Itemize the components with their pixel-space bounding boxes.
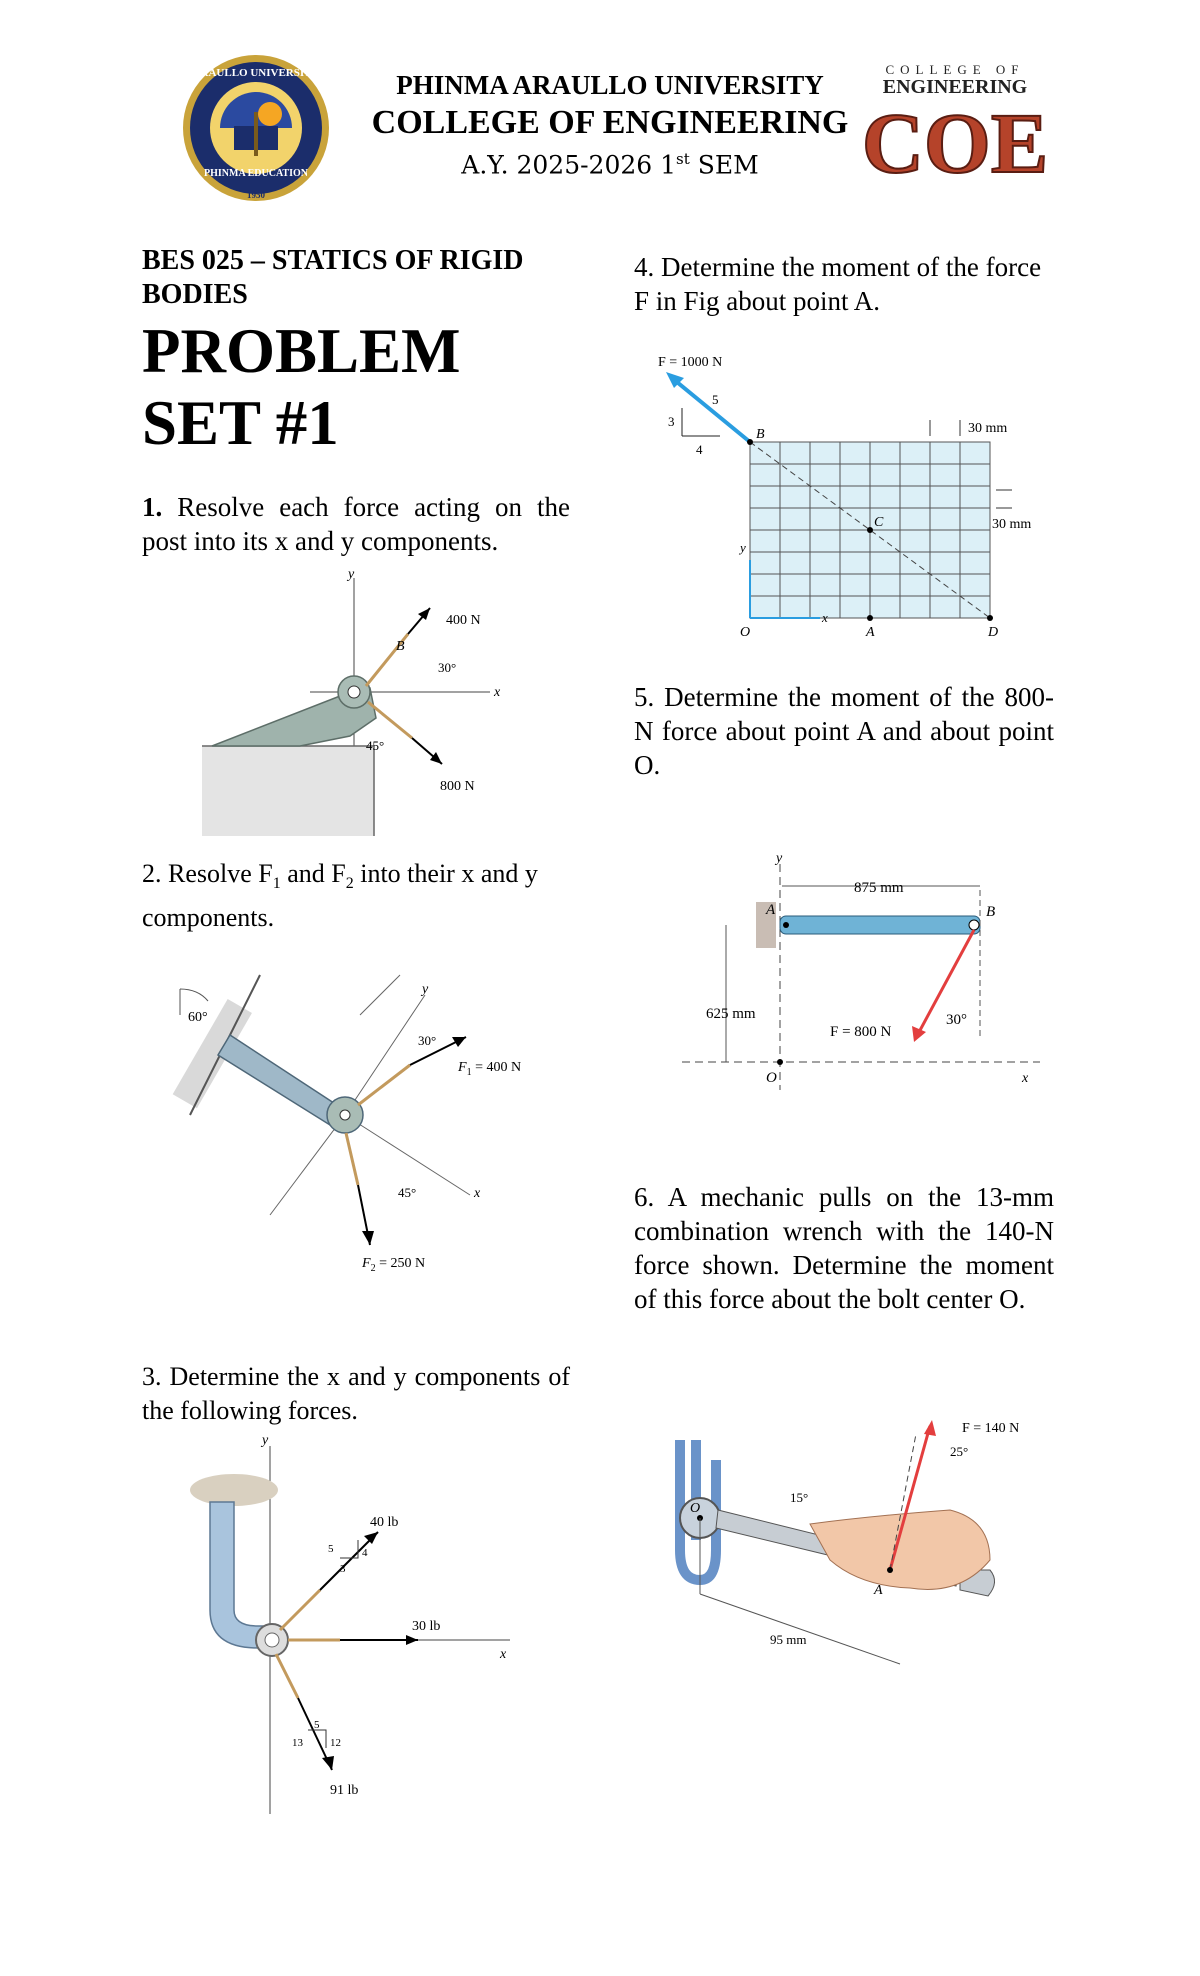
- problem-1-text: [142, 490, 570, 558]
- fig2-f2-symbol: F: [362, 1256, 371, 1271]
- fig2-force-1: [457, 1060, 521, 1078]
- fig1-x-label: x: [494, 685, 501, 700]
- figure-6: [660, 1420, 1040, 1690]
- fig4-point-D: D: [988, 625, 999, 640]
- fig2-f1-value: = 400 N: [471, 1060, 522, 1075]
- fig4-y-label: y: [740, 540, 746, 555]
- figure-2: [170, 975, 550, 1275]
- fig4-x-label: x: [822, 610, 828, 625]
- fig5-point-O: O: [766, 1070, 777, 1086]
- fig5-point-A: A: [766, 902, 776, 918]
- fig5-dim-875: 875 mm: [854, 880, 904, 896]
- seal-year: 1950: [247, 190, 265, 200]
- fig5-dim-625: 625 mm: [706, 1006, 756, 1022]
- fig4-slope-5: 5: [712, 392, 719, 407]
- figure-1: [190, 568, 520, 838]
- fig4-point-C: C: [874, 515, 884, 530]
- coe-logo: [861, 60, 1049, 191]
- p2-sub-1: 1: [272, 875, 281, 893]
- fig3-slope-3: 3: [340, 1563, 346, 1575]
- fig2-y-label: y: [422, 982, 429, 997]
- problem-2-text: [142, 857, 570, 935]
- fig4-point-A: A: [866, 625, 875, 640]
- fig6-point-A: A: [874, 1583, 883, 1598]
- ay-sup: st: [676, 150, 690, 168]
- fig2-force-2: [361, 1256, 425, 1274]
- college-name: COLLEGE OF ENGINEERING: [371, 104, 849, 141]
- coe-logo-middle: ENGINEERING: [882, 76, 1028, 98]
- coe-logo-top: COLLEGE OF: [885, 62, 1025, 77]
- fig4-point-B: B: [756, 427, 765, 442]
- fig1-y-label: y: [348, 567, 355, 582]
- problem-5-text: 5. Determine the moment of the 800-N force about point A and about point O.: [634, 682, 1054, 780]
- problem-6-text: 6. A mechanic pulls on the 13-mm combination wrench with the 140-N force shown. Determine the moment of this force about the bolt center O.: [634, 1182, 1054, 1314]
- fig3-slope-12: 12: [330, 1737, 341, 1749]
- fig3-force-30: 30 lb: [412, 1619, 441, 1634]
- problem-3-text: 3. Determine the x and y components of the following forces.: [142, 1362, 570, 1425]
- fig5-point-B: B: [986, 904, 996, 920]
- fig5-angle-30: 30°: [946, 1012, 967, 1028]
- problem-1-number: 1.: [142, 492, 163, 522]
- title-line-2: SET #1: [142, 388, 339, 458]
- fig4-slope-3: 3: [668, 414, 675, 429]
- fig6-angle-15: 15°: [790, 1490, 809, 1505]
- fig3-slope-5b: 5: [314, 1719, 320, 1731]
- ay-suffix: SEM: [689, 150, 759, 180]
- fig2-angle-45: 45°: [398, 1185, 417, 1200]
- fig4-dim-vertical: 30 mm: [992, 517, 1032, 532]
- university-name: PHINMA ARAULLO UNIVERSITY: [396, 70, 824, 100]
- fig3-force-40: 40 lb: [370, 1515, 399, 1530]
- fig2-x-label: x: [474, 1186, 481, 1201]
- figure-4: [640, 350, 1060, 640]
- fig3-slope-13: 13: [292, 1737, 303, 1749]
- fig3-slope-5: 5: [328, 1543, 334, 1555]
- fig1-angle-45: 45°: [366, 738, 385, 753]
- problem-1-body: Resolve each force acting on the post into its x and y components.: [142, 492, 570, 556]
- title-line-1: PROBLEM: [142, 316, 461, 386]
- fig2-angle-30: 30°: [418, 1033, 437, 1048]
- fig2-f2-value: = 250 N: [375, 1256, 426, 1271]
- fig1-angle-30: 30°: [438, 660, 457, 675]
- fig5-force-label: F = 800 N: [830, 1024, 892, 1040]
- p2-text-a: 2. Resolve F: [142, 859, 273, 888]
- fig4-force-label: F = 1000 N: [658, 355, 723, 370]
- fig2-f1-symbol: F: [458, 1060, 467, 1075]
- p2-sub-2: 2: [345, 875, 354, 893]
- course-title: BES 025 – STATICS OF RIGID BODIES: [142, 245, 524, 310]
- fig1-point-B: B: [396, 639, 405, 654]
- fig3-slope-4: 4: [362, 1547, 368, 1559]
- ay-prefix: A.Y. 2025-2026 1: [461, 150, 677, 180]
- fig4-slope-4: 4: [696, 442, 703, 457]
- fig2-f2-sub: 2: [370, 1263, 376, 1274]
- university-seal: [180, 52, 332, 204]
- fig6-point-O: O: [690, 1501, 701, 1516]
- coe-logo-main: COE: [861, 95, 1049, 191]
- fig2-f1-sub: 1: [466, 1067, 472, 1078]
- fig6-force-label: F = 140 N: [962, 1421, 1020, 1436]
- fig1-force-800: 800 N: [440, 779, 475, 794]
- fig4-dim-horizontal: 30 mm: [968, 421, 1008, 436]
- p2-text-c: into their x and y components.: [142, 859, 538, 933]
- academic-year: [360, 150, 860, 179]
- fig3-y-label: y: [262, 1433, 269, 1448]
- problem-4-text: 4. Determine the moment of the force F in Fig about point A.: [634, 252, 1042, 316]
- page-title: [142, 315, 461, 459]
- p2-text-b: and F: [280, 859, 346, 888]
- fig5-x-label: x: [1022, 1071, 1029, 1086]
- figure-5: [670, 850, 1060, 1095]
- fig4-point-O: O: [740, 625, 751, 640]
- figure-3: [180, 1430, 520, 1820]
- fig3-force-91: 91 lb: [330, 1783, 359, 1798]
- fig2-angle-60: 60°: [188, 1010, 208, 1025]
- fig1-force-400: 400 N: [446, 613, 481, 628]
- fig6-angle-25: 25°: [950, 1444, 969, 1459]
- seal-text-top: ARAULLO UNIVERSITY: [192, 67, 320, 79]
- fig6-dim-95: 95 mm: [770, 1632, 807, 1647]
- fig5-y-label: y: [776, 851, 783, 866]
- seal-text-bottom: PHINMA EDUCATION: [204, 168, 308, 179]
- fig3-x-label: x: [500, 1647, 507, 1662]
